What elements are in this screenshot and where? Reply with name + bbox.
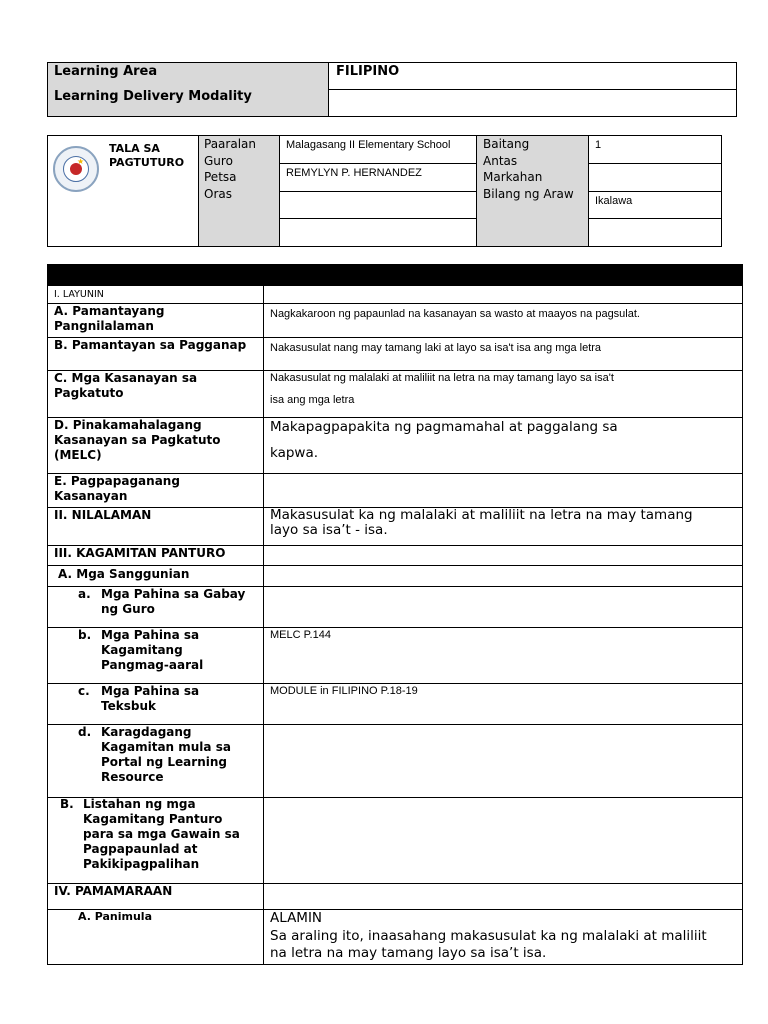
row-d-value-line2: kapwa. — [270, 445, 319, 461]
row-sub-a-label: Mga Pahina sa Gabay ng Guro — [101, 587, 246, 616]
sanggunian-label: A. Mga Sanggunian — [58, 567, 190, 581]
pamamaraan-label: IV. PAMAMARAAN — [54, 884, 173, 898]
header-title: TALA SA PAGTUTURO — [109, 142, 185, 169]
row-d-label: D. Pinakamahalagang Kasanayan sa Pagkatuto (MELC) — [54, 418, 221, 462]
learning-area-table — [47, 62, 737, 117]
row-e-label: E. Pagpapaganang Kasanayan — [54, 474, 180, 503]
row-a-label: A. Pamantayang Pangnilalaman — [54, 304, 165, 333]
layunin-heading: I. LAYUNIN — [54, 289, 104, 300]
lesson-header-table — [47, 135, 722, 247]
row-sub-c-label: Mga Pahina sa Teksbuk — [101, 684, 200, 713]
nilalaman-label: II. NILALAMAN — [54, 508, 152, 522]
row-c-value-line1: Nakasusulat ng malalaki at maliliit na letra na may tamang layo sa isa't — [270, 372, 614, 384]
row-d-value-line1: Makapagpapakita ng pagmamahal at paggalang sa — [270, 419, 618, 435]
row-c-label: C. Mga Kasanayan sa Pagkatuto — [54, 371, 198, 400]
row-sub-c-marker: c. — [78, 684, 90, 698]
learning-area-label: Learning Area — [54, 64, 158, 79]
teacher-name: REMYLYN P. HERNANDEZ — [286, 167, 422, 179]
panimula-value-line1: Sa araling ito, inaasahang makasusulat ka ng malalaki at maliliit — [270, 928, 707, 944]
listahan-label: Listahan ng mga Kagamitang Panturo para sa mga Gawain sa Pagpapaunlad at Pakikipagpalihan — [83, 797, 240, 871]
label-oras: Oras — [204, 186, 232, 201]
kagamitan-label: III. KAGAMITAN PANTURO — [54, 546, 226, 560]
nilalaman-value-line2: layo sa isa’t - isa. — [270, 522, 388, 538]
label-petsa: Petsa — [204, 170, 237, 184]
learning-area-value: FILIPINO — [336, 64, 400, 79]
grade-value: 1 — [595, 139, 602, 151]
nilalaman-value-line1: Makasusulat ka ng malalaki at maliliit na letra na may tamang — [270, 507, 693, 523]
day-value: Ikalawa — [595, 195, 633, 207]
school-name: Malagasang II Elementary School — [286, 139, 451, 151]
row-sub-b-marker: b. — [78, 628, 92, 642]
row-b-value: Nakasusulat nang may tamang laki at layo sa isa't isa ang mga letra — [270, 342, 602, 354]
panimula-title: ALAMIN — [270, 910, 323, 926]
lesson-plan-table — [47, 264, 743, 965]
label-paaralan: Paaralan — [204, 137, 256, 151]
row-b-label: B. Pamantayan sa Pagganap — [54, 338, 247, 352]
row-sub-b-label: Mga Pahina sa Kagamitang Pangmag-aaral — [101, 628, 204, 672]
school-seal-logo-icon: ★ — [53, 146, 99, 192]
row-sub-a-marker: a. — [78, 587, 91, 601]
delivery-modality-label: Learning Delivery Modality — [54, 89, 252, 104]
row-a-value: Nagkakaroon ng papaunlad na kasanayan sa wasto at maayos na pagsulat. — [270, 308, 640, 320]
panimula-label: A. Panimula — [78, 910, 153, 923]
row-sub-d-marker: d. — [78, 725, 92, 739]
label-markahan: Markahan — [483, 170, 543, 184]
label-baitang: Baitang — [483, 137, 530, 151]
panimula-value-line2: na letra na may tamang layo sa isa’t isa. — [270, 945, 547, 961]
table-header-bar — [48, 265, 742, 286]
label-antas: Antas — [483, 153, 518, 168]
label-guro: Guro — [204, 153, 233, 168]
row-sub-c-value: MODULE in FILIPINO P.18-19 — [270, 685, 418, 697]
row-sub-d-label: Karagdagang Kagamitan mula sa Portal ng Learning Resource — [101, 725, 231, 784]
listahan-marker: B. — [60, 797, 74, 811]
row-c-value-line2: isa ang mga letra — [270, 394, 355, 406]
row-sub-b-value: MELC P.144 — [270, 629, 331, 641]
label-bilang-ng-araw: Bilang ng Araw — [483, 186, 574, 201]
